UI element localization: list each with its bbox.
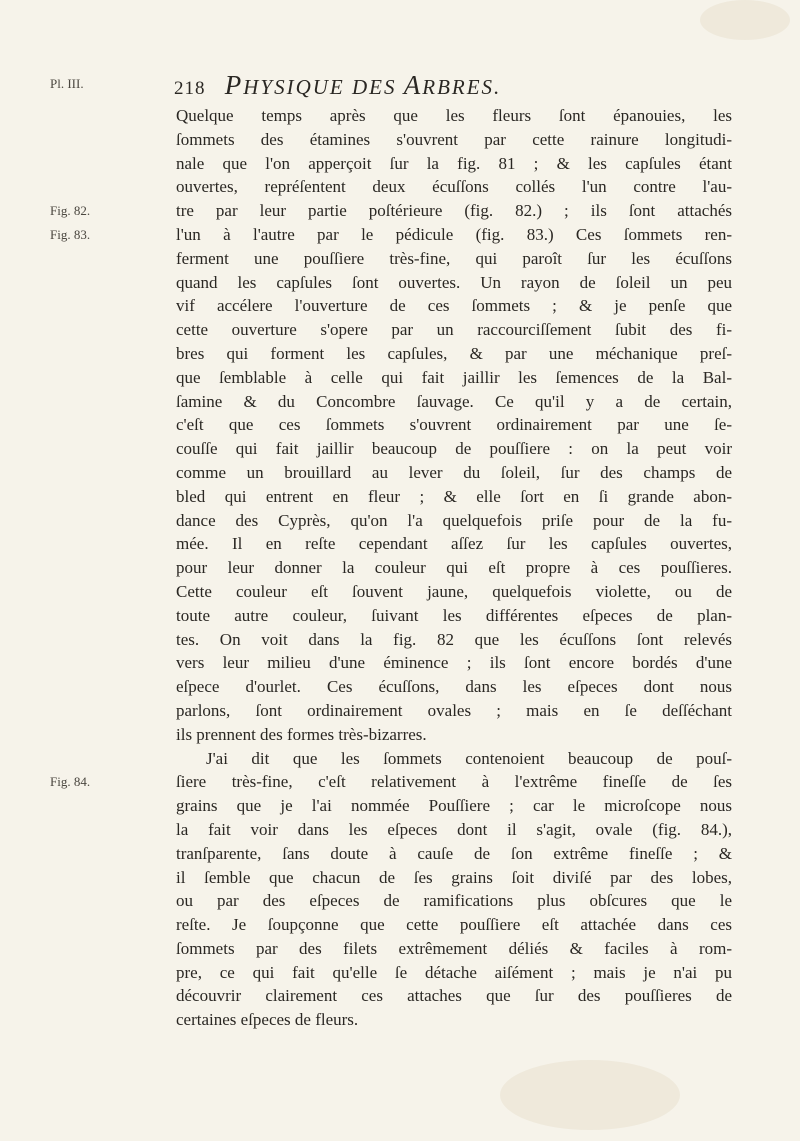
page-number: 218 <box>174 78 206 99</box>
text-line: parlons, ſont ordinairement ovales ; mais en ſe deſſéchant <box>176 700 732 720</box>
text-line: il ſemble que chacun de ſes grains ſoit diviſé par des lobes, <box>176 867 732 887</box>
text-line: ou par des eſpeces de ramifications plus obſcures que le <box>176 891 732 911</box>
text-line: ils prennent des formes très-bizarres. <box>176 724 427 744</box>
text-line: l'un à l'autre par le pédicule (fig. 83.) Ces ſommets ren- <box>176 224 732 244</box>
text-line: tranſparente, ſans doute à cauſe de ſon extrême fineſſe ; & <box>176 843 732 863</box>
running-title-part: P <box>224 70 244 100</box>
text-line: comme un brouillard au lever du ſoleil, ſur des champs de <box>176 462 732 482</box>
text-line: la fait voir dans les eſpeces dont il s'agit, ovale (fig. 84.), <box>176 819 732 839</box>
text-line: cette ouverture s'opere par un raccourciſſement ſubit des fi- <box>176 320 732 340</box>
paper-stain <box>700 0 790 40</box>
text-line: ferment une pouſſiere très-fine, qui paroît ſur les écuſſons <box>176 248 732 268</box>
text-line: tre par leur partie poſtérieure (fig. 82.) ; ils ſont attachés <box>176 201 732 221</box>
text-line: quand les capſules ſont ouvertes. Un rayon de ſoleil un peu <box>176 272 732 292</box>
text-line: ſiere très-fine, c'eſt relativement à l'extrême fineſſe de ſes <box>176 772 732 792</box>
margin-note: Fig. 82. <box>50 203 91 219</box>
text-line: grains que je l'ai nommée Pouſſiere ; car le microſcope nous <box>176 796 732 816</box>
margin-note: Pl. III. <box>50 76 84 91</box>
text-line: certaines eſpeces de fleurs. <box>176 1010 359 1030</box>
text-line: nale que l'on apperçoit ſur la fig. 81 ; & les capſules étant <box>176 153 732 173</box>
running-title <box>224 70 502 100</box>
text-line: ſommets des étamines s'ouvrent par cette rainure longitudi- <box>176 129 732 149</box>
text-line: c'eſt que ces ſommets s'ouvrent ordinairement par une ſe- <box>176 415 732 435</box>
text-line: ſamine & du Concombre ſauvage. Ce qu'il y a de certain, <box>176 391 732 411</box>
text-line: couſſe qui fait jaillir beaucoup de pouſſiere : on la peut voir <box>176 439 732 459</box>
running-head <box>174 70 734 101</box>
text-line: tes. On voit dans la fig. 82 que les écuſſons ſont relevés <box>176 629 732 649</box>
text-line: toute autre couleur, ſuivant les différentes eſpeces de plan- <box>176 605 732 625</box>
running-title-part: A <box>403 70 423 100</box>
paper-stain <box>500 1060 680 1130</box>
margin-note: Fig. 83. <box>50 227 91 242</box>
text-line: découvrir clairement ces attaches que ſur des pouſſieres de <box>176 986 732 1006</box>
text-line: J'ai dit que les ſommets contenoient beaucoup de pouſ- <box>206 748 732 768</box>
running-title-part: RBRES. <box>422 75 502 99</box>
text-line: mée. Il en reſte cependant aſſez ſur les capſules ouvertes, <box>176 534 732 554</box>
text-line: pre, ce qui fait qu'elle ſe détache aiſément ; mais je n'ai pu <box>176 962 732 982</box>
text-line: Cette couleur eſt ſouvent jaune, quelquefois violette, ou de <box>176 581 732 601</box>
text-line: ſommets par des filets extrêmement déliés & faciles à rom- <box>176 938 732 958</box>
text-line: Quelque temps après que les fleurs ſont épanouies, les <box>176 106 732 125</box>
text-line: bres qui forment les capſules, & par une méchanique preſ- <box>176 343 732 363</box>
text-line: ouvertes, repréſentent deux écuſſons collés l'un contre l'au- <box>176 177 732 197</box>
text-line: bled qui entrent en fleur ; & elle ſort en ſi grande abon- <box>176 486 732 506</box>
text-line: reſte. Je ſoupçonne que cette pouſſiere eſt attachée dans ces <box>176 915 732 935</box>
running-title-part: HYSIQUE DES <box>243 75 404 99</box>
text-line: dance des Cyprès, qu'on l'a quelquefois priſe pour de la fu- <box>176 510 732 530</box>
text-line: vif accélere l'ouverture de ces ſommets ; & je penſe que <box>176 296 732 316</box>
text-line: eſpece d'ourlet. Ces écuſſons, dans les eſpeces dont nous <box>176 677 732 697</box>
text-line: que ſemblable à celle qui fait jaillir les ſemences de la Bal- <box>176 367 732 387</box>
text-line: vers leur milieu d'une éminence ; ils ſont encore bordés d'une <box>176 653 732 673</box>
body-text <box>176 104 732 1032</box>
text-line: pour leur donner la couleur qui eſt propre à ces pouſſieres. <box>176 558 732 578</box>
margin-note: Fig. 84. <box>50 774 91 790</box>
